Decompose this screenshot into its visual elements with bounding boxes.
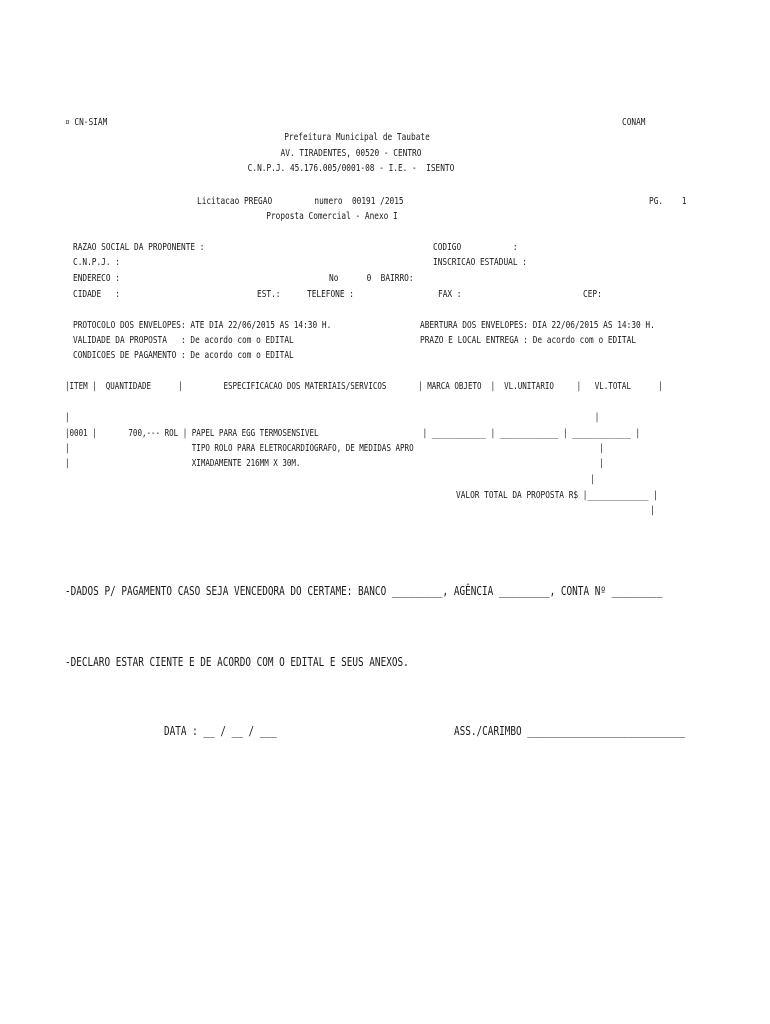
document-subtitle: Proposta Comercial - Anexo I <box>266 211 398 222</box>
numero-bairro-label: No 0 BAIRRO: <box>329 273 414 284</box>
declaracao-text: -DECLARO ESTAR CIENTE E DE ACORDO COM O EDITAL E SEUS ANEXOS. <box>65 655 409 669</box>
valor-total-label: VALOR TOTAL DA PROPOSTA R$ |_____________ | <box>456 490 658 501</box>
dados-pagamento-text: -DADOS P/ PAGAMENTO CASO SEJA VENCEDORA DO CERTAME: BANCO _________, AGÊNCIA _________, CONTA Nº _________ <box>65 584 663 598</box>
endereco-label: ENDERECO : <box>73 273 120 284</box>
table-row: | XIMADAMENTE 216MM X 30M. | <box>65 458 604 469</box>
cep-label: CEP: <box>583 289 602 300</box>
fax-label: FAX : <box>438 289 462 300</box>
page-number: PG. 1 <box>649 196 687 207</box>
org-cnpj: C.N.P.J. 45.176.005/0001-08 - I.E. - ISENTO <box>247 163 455 174</box>
cnpj-label: C.N.P.J. : <box>73 257 120 268</box>
codigo-label: CODIGO : <box>433 242 518 253</box>
abertura-text: ABERTURA DOS ENVELOPES: DIA 22/06/2015 AS 14:30 H. <box>420 320 655 331</box>
table-header: |ITEM | QUANTIDADE | ESPECIFICACAO DOS MATERIAIS/SERVICOS | MARCA OBJETO | VL.UNITARIO | VL.TOTAL | <box>65 381 663 392</box>
assinatura-field: ASS./CARIMBO ____________________________ <box>454 724 686 738</box>
inscricao-label: INSCRICAO ESTADUAL : <box>433 257 527 268</box>
telefone-label: TELEFONE : <box>307 289 354 300</box>
cidade-label: CIDADE : <box>73 289 120 300</box>
org-address: AV. TIRADENTES, 00520 - CENTRO <box>280 148 422 159</box>
table-closing-border: | <box>650 505 655 516</box>
protocolo-text: PROTOCOLO DOS ENVELOPES: ATE DIA 22/06/2015 AS 14:30 H. <box>73 320 332 331</box>
estado-label: EST.: <box>257 289 281 300</box>
prazo-text: PRAZO E LOCAL ENTREGA : De acordo com o EDITAL <box>420 335 637 346</box>
data-field: DATA : __ / __ / ___ <box>164 724 277 738</box>
pagamento-text: CONDICOES DE PAGAMENTO : De acordo com o EDITAL <box>73 350 294 361</box>
table-blank-row: | <box>65 474 595 485</box>
conam-label: CONAM <box>622 117 646 128</box>
system-label: ¤ CN-SIAM <box>65 117 108 128</box>
table-blank-row: | | <box>65 412 600 423</box>
validade-text: VALIDADE DA PROPOSTA : De acordo com o EDITAL <box>73 335 294 346</box>
table-row: |0001 | 700,--- ROL | PAPEL PARA EGG TERMOSENSIVEL | ____________ | _____________ | _____________ | <box>65 428 640 439</box>
table-row: | TIPO ROLO PARA ELETROCARDIOGRAFO, DE MEDIDAS APRO | <box>65 443 604 454</box>
razao-social-label: RAZAO SOCIAL DA PROPONENTE : <box>73 242 205 253</box>
licitacao-line: Licitacao PREGAO numero 00191 /2015 <box>197 196 404 207</box>
org-name: Prefeitura Municipal de Taubate <box>284 132 430 143</box>
